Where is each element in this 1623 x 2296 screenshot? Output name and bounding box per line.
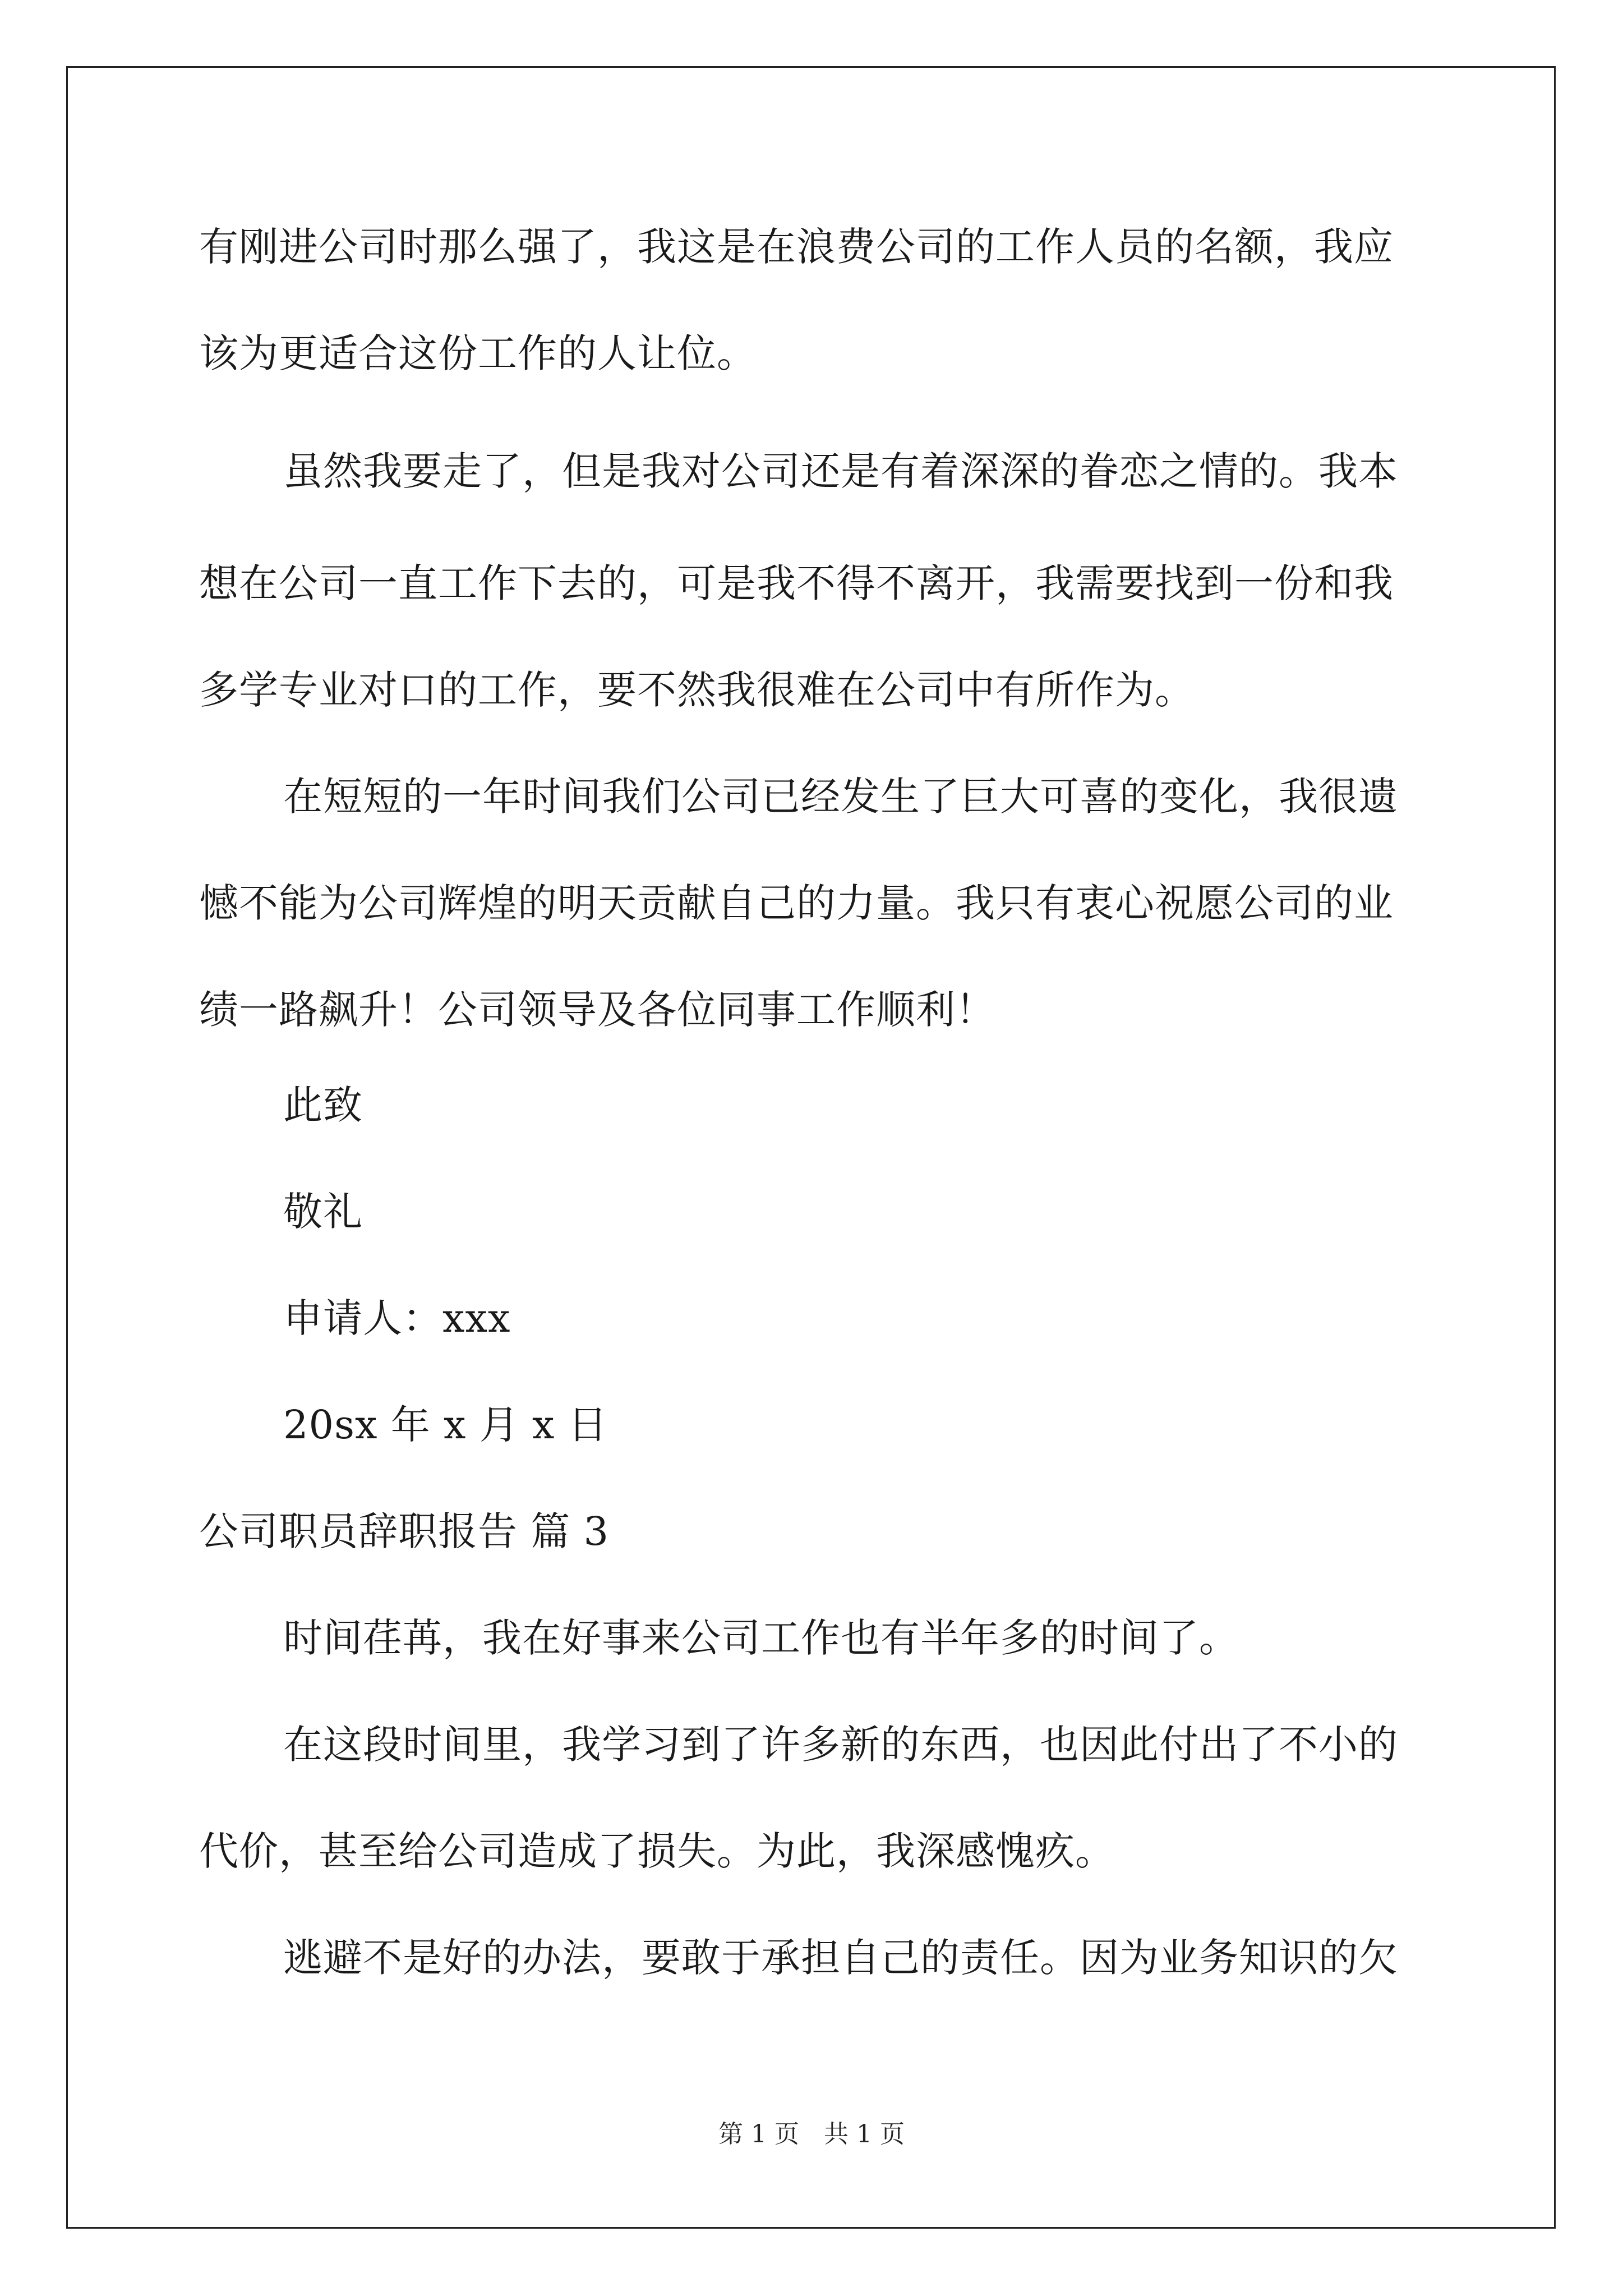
body-text-line: 想在公司一直工作下去的，可是我不得不离开，我需要找到一份和我 bbox=[199, 560, 1394, 606]
body-text-line: 有刚进公司时那么强了，我这是在浪费公司的工作人员的名额，我应 bbox=[199, 224, 1394, 270]
body-text-line: 绩一路飙升！公司领导及各位同事工作顺利！ bbox=[199, 987, 995, 1033]
paragraph-start-line: 时间荏苒，我在好事来公司工作也有半年多的时间了。 bbox=[283, 1615, 1239, 1661]
paragraph-start-line: 逃避不是好的办法，要敢于承担自己的责任。因为业务知识的欠 bbox=[283, 1935, 1398, 1981]
letter-date: 20sx 年 x 月 x 日 bbox=[283, 1402, 608, 1448]
body-text-line: 代价，甚至给公司造成了损失。为此，我深感愧疚。 bbox=[199, 1828, 1115, 1874]
body-text-line: 该为更适合这份工作的人让位。 bbox=[199, 330, 757, 376]
applicant-signature: 申请人：xxx bbox=[283, 1295, 511, 1341]
paragraph-start-line: 在这段时间里，我学习到了许多新的东西，也因此付出了不小的 bbox=[283, 1722, 1398, 1768]
paragraph-start-line: 在短短的一年时间我们公司已经发生了巨大可喜的变化，我很遗 bbox=[283, 774, 1398, 820]
paragraph-start-line: 虽然我要走了，但是我对公司还是有着深深的眷恋之情的。我本 bbox=[283, 448, 1398, 494]
body-text-line: 多学专业对口的工作，要不然我很难在公司中有所作为。 bbox=[199, 667, 1195, 713]
closing-regards: 敬礼 bbox=[283, 1189, 363, 1235]
closing-salutation: 此致 bbox=[283, 1082, 363, 1128]
page-border bbox=[66, 66, 1556, 2229]
body-text-line: 憾不能为公司辉煌的明天贡献自己的力量。我只有衷心祝愿公司的业 bbox=[199, 880, 1394, 926]
section-heading: 公司职员辞职报告 篇 3 bbox=[199, 1508, 610, 1554]
page-footer: 第 1 页 共 1 页 bbox=[718, 2120, 905, 2148]
